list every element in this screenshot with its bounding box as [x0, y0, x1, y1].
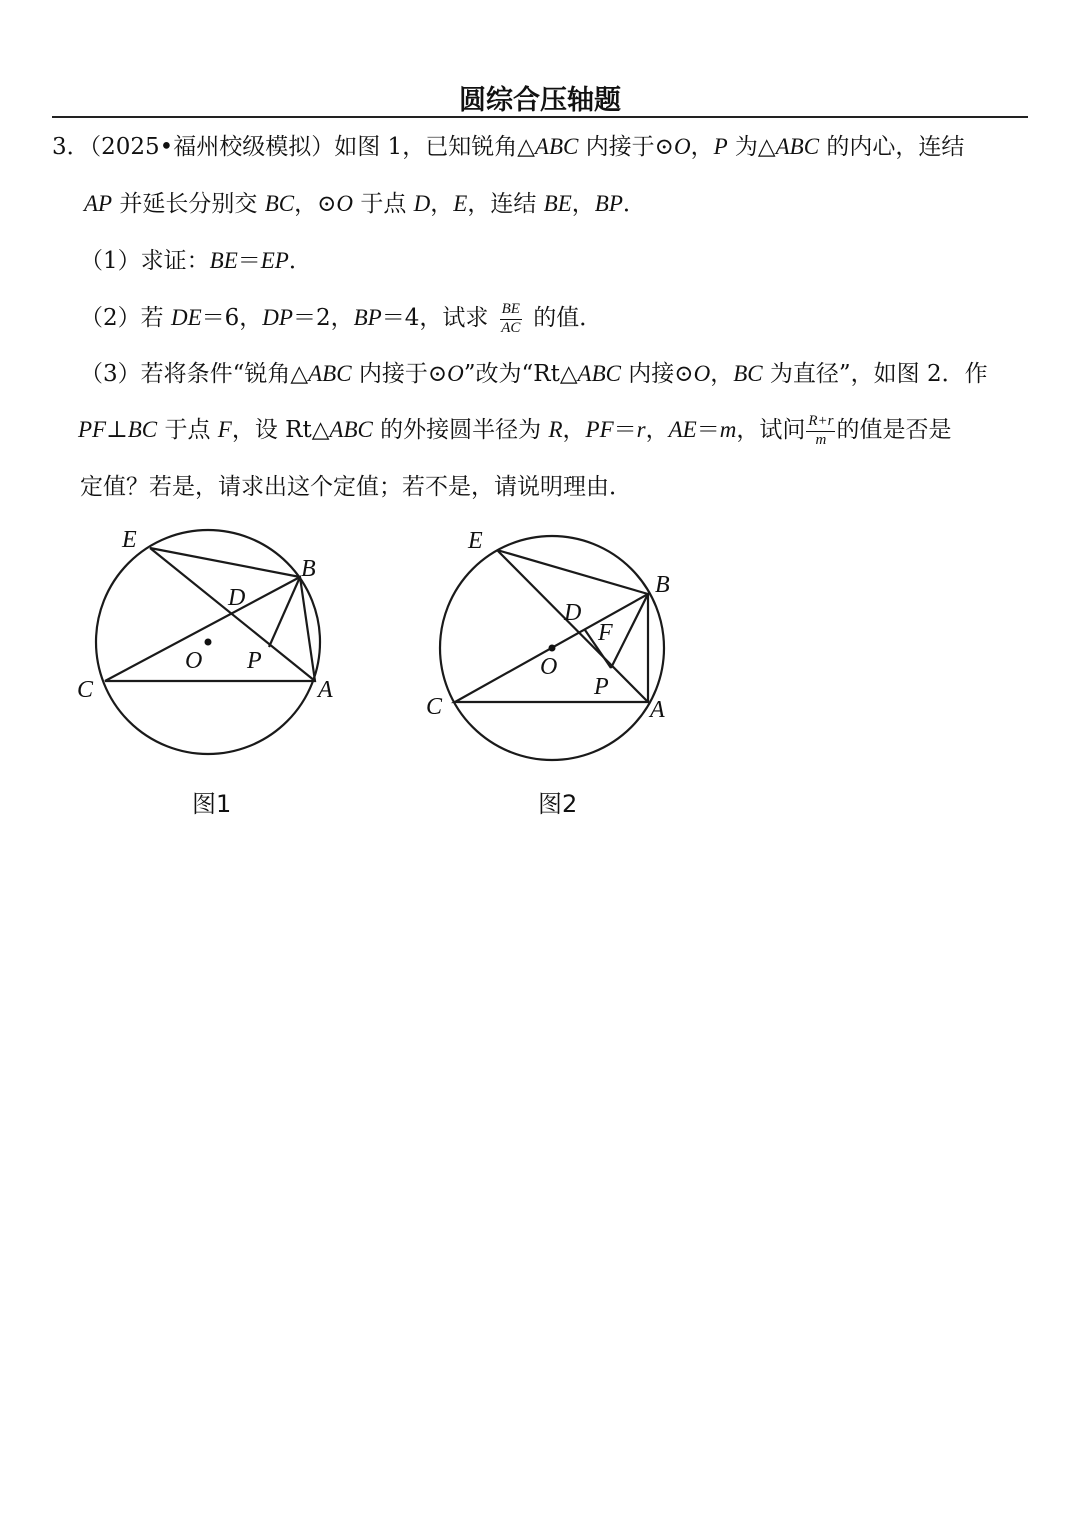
- text: ，连结: [467, 191, 544, 217]
- text: ，: [710, 361, 734, 387]
- symbol: BC: [127, 417, 158, 442]
- symbol: m: [719, 417, 737, 442]
- symbol: F: [217, 417, 232, 442]
- segment-bp: [269, 577, 300, 647]
- symbol: D: [413, 191, 431, 216]
- text: ＝2，: [292, 305, 354, 331]
- text: 为△: [727, 134, 776, 160]
- center-dot: [205, 639, 212, 646]
- text: ，: [562, 417, 586, 443]
- label-f: F: [598, 620, 613, 646]
- segment-eb: [150, 548, 300, 577]
- text: ，设 Rt△: [231, 417, 330, 443]
- text: ＝: [237, 248, 261, 274]
- text: 于点: [157, 417, 218, 443]
- symbol: O: [447, 361, 464, 386]
- symbol: O: [693, 361, 711, 386]
- page-title: 圆综合压轴题: [459, 85, 621, 116]
- symbol: ABC: [329, 417, 373, 442]
- symbol: ABC: [577, 361, 621, 386]
- label-p: P: [247, 648, 262, 674]
- symbol: DP: [262, 305, 293, 330]
- symbol: BE: [543, 191, 572, 216]
- text: （3）若将条件“锐角△: [80, 361, 309, 387]
- figure-2-caption: 图2: [538, 790, 578, 818]
- label-c: C: [77, 677, 94, 703]
- text: 于点: [353, 191, 414, 217]
- symbol: PF: [585, 417, 614, 442]
- text: ，试问: [736, 417, 806, 443]
- symbol: DE: [170, 305, 202, 330]
- symbol: BP: [594, 191, 623, 216]
- text: ”改为“Rt△: [463, 361, 578, 387]
- label-d: D: [228, 585, 246, 611]
- symbol: PF: [78, 417, 107, 442]
- center-dot: [549, 645, 556, 652]
- text: （2）若: [80, 305, 171, 331]
- text: 内接⊙: [620, 361, 694, 387]
- fraction-numerator: BE: [500, 302, 522, 320]
- text: ，⊙: [294, 191, 337, 217]
- symbol: AE: [668, 417, 697, 442]
- text: 并延长分别交: [112, 191, 265, 217]
- symbol: ABC: [534, 134, 579, 159]
- text: 内接于⊙: [351, 361, 448, 387]
- symbol: O: [336, 191, 354, 216]
- label-d: D: [564, 600, 582, 626]
- problem-number: 3．: [52, 134, 90, 160]
- text: 如图 1，已知锐角△: [334, 134, 535, 160]
- symbol: EP: [260, 248, 289, 273]
- symbol: AP: [84, 191, 113, 216]
- text: ＝4，试求: [381, 305, 496, 331]
- text: ，: [690, 134, 714, 160]
- symbol: BC: [733, 361, 763, 386]
- text: 的值．: [525, 305, 603, 331]
- problem-source: （2025•福州校级模拟）: [89, 134, 335, 160]
- text: ，: [645, 417, 669, 443]
- label-b: B: [301, 556, 316, 582]
- symbol: ABC: [308, 361, 352, 386]
- text: ．: [622, 191, 646, 217]
- text: 的外接圆半径为: [372, 417, 549, 443]
- segment-ea: [150, 548, 315, 681]
- figure-1-caption: 图1: [192, 790, 232, 818]
- fraction-denominator: AC: [501, 319, 521, 336]
- text: ＝6，: [201, 305, 263, 331]
- label-a: A: [318, 677, 333, 703]
- symbol: P: [713, 134, 728, 159]
- label-o: O: [185, 648, 203, 674]
- symbol: r: [636, 417, 646, 442]
- label-e: E: [122, 527, 137, 553]
- text: ．: [288, 248, 312, 274]
- symbol: E: [453, 191, 468, 216]
- label-c: C: [426, 694, 443, 720]
- symbol: O: [673, 134, 691, 159]
- fraction-denominator: m: [815, 431, 827, 448]
- symbol: BE: [209, 248, 238, 273]
- text: ＝: [613, 417, 637, 443]
- label-p: P: [594, 674, 609, 700]
- triangle-abc: [105, 577, 315, 681]
- label-b: B: [655, 572, 670, 598]
- text: 定值？若是，请求出这个定值；若不是，请说明理由．: [80, 474, 632, 500]
- text: ＝: [696, 417, 720, 443]
- text: 为直径”，如图 2．作: [762, 361, 988, 387]
- symbol: BC: [264, 191, 295, 216]
- text: （1）求证：: [80, 248, 210, 274]
- label-a: A: [650, 697, 665, 723]
- label-o: O: [540, 654, 558, 680]
- label-e: E: [468, 528, 483, 554]
- symbol: BP: [353, 305, 382, 330]
- fraction-numerator: R+r: [806, 414, 835, 432]
- text: ，: [430, 191, 454, 217]
- symbol: R: [548, 417, 563, 442]
- text: 内接于⊙: [578, 134, 674, 160]
- text: ⊥: [106, 417, 128, 443]
- text: 的内心，连结: [819, 134, 965, 160]
- text: ，: [571, 191, 595, 217]
- text: 的值是否是: [836, 417, 952, 443]
- symbol: ABC: [775, 134, 820, 159]
